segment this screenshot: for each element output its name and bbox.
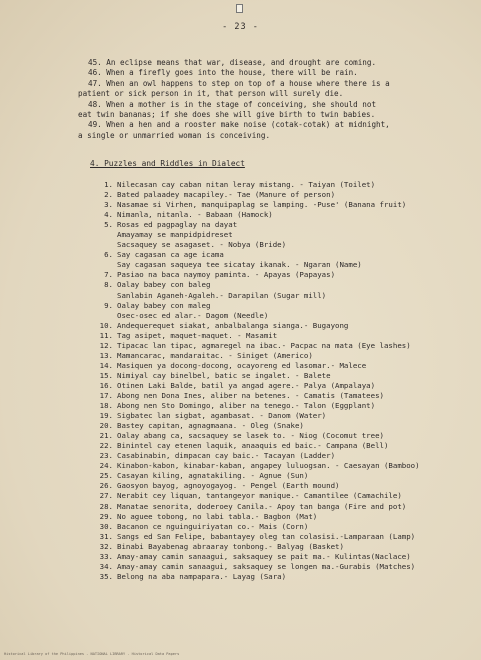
riddle-line (96, 301, 466, 311)
riddle-line (96, 351, 466, 361)
riddle-number: 17. (99, 390, 113, 400)
riddle-line (96, 230, 466, 240)
riddle-line (96, 331, 466, 341)
riddle-text: Masiquen ya docong-docong, ocayoreng ed lasomar.- Malece (117, 360, 367, 370)
riddle-number: 33. (99, 551, 113, 561)
riddle-line (96, 532, 466, 542)
riddle-number: 29. (99, 511, 113, 521)
belief-line: eat twin bananas; if she does she will give birth to twin babies. (78, 109, 376, 119)
riddle-line (96, 491, 466, 501)
belief-line: 47. When an owl happens to step on top of a house where there is a (88, 78, 390, 88)
riddle-text: No aguee tobong, no labi tabla.- Bagbon (Mat) (117, 511, 318, 521)
riddle-line (96, 401, 466, 411)
riddle-text: Mamancarac, mandaraitac. - Siniget (Americo) (117, 350, 313, 360)
riddle-line (96, 240, 466, 250)
riddle-number: 11. (99, 330, 113, 340)
riddle-number: 16. (99, 380, 113, 390)
riddle-text: Sacsaquey se asagaset. - Nobya (Bride) (117, 240, 287, 250)
riddle-text: Binabi Bayabenag abraaray tonbong.- Balyag (Basket) (117, 541, 344, 551)
beliefs-section (78, 58, 460, 141)
riddle-line (96, 220, 466, 230)
riddle-number: 24. (99, 461, 113, 471)
riddle-number: 32. (99, 541, 113, 551)
riddle-number: 10. (99, 320, 113, 330)
riddle-number: 6. (104, 250, 113, 260)
staple-mark (236, 4, 243, 13)
riddle-number: 13. (99, 350, 113, 360)
riddle-number: 2. (104, 190, 113, 200)
riddle-number: 28. (99, 501, 113, 511)
riddle-text: Oalay babey con maleg (117, 300, 211, 310)
riddles-list (96, 180, 466, 582)
riddle-line (96, 461, 466, 471)
riddle-text: Nimiyal cay binelbel, batic se ingalet. - Balete (117, 370, 331, 380)
riddle-text: Casayan kiling, agnatakiling. - Agnue (Sun) (117, 471, 309, 481)
riddle-number: 30. (99, 521, 113, 531)
riddle-line (96, 542, 466, 552)
belief-line: 48. When a mother is in the stage of conceiving, she should not (88, 99, 377, 109)
riddle-text: Amay-amay camin sanaagui, saksaquey se pait ma.- Kulintas(Naclace) (117, 551, 411, 561)
riddle-text: Sanlabin Aganeh-Agaleh.- Darapilan (Sugar mill) (117, 290, 327, 300)
riddle-number: 14. (99, 360, 113, 370)
riddle-line (96, 200, 466, 210)
riddle-line (96, 291, 466, 301)
riddle-text: Say cagasan saqueya tee sicatay ikanak. - Ngaran (Name) (117, 260, 362, 270)
riddle-text: Gaosyon bayog, agnoyogayog. - Pengel (Earth mound) (117, 481, 340, 491)
section-title: 4. Puzzles and Riddles in Dialect (90, 159, 245, 168)
riddle-text: Amayamay se manpidpidreset (117, 230, 233, 240)
riddle-line (96, 441, 466, 451)
riddle-line (96, 270, 466, 280)
riddle-text: Bacanon ce nguinguiriyatan co.- Mais (Corn) (117, 521, 309, 531)
riddle-text: Abong nen Sto Domingo, aliber na tenego.- Talon (Eggplant) (117, 401, 376, 411)
riddle-number: 18. (99, 401, 113, 411)
riddle-text: Nilecasan cay caban nitan leray mistang. - Taiyan (Toilet) (117, 180, 376, 189)
riddle-number: 35. (99, 571, 113, 581)
riddle-text: Manatae senorita, doderoey Canila.- Apoy tan banga (Fire and pot) (117, 501, 407, 511)
riddle-text: Say cagasan ca age icama (117, 250, 224, 260)
riddle-text: Kinabon-kabon, kinabar-kaban, angapey luluogsan. - Caesayan (Bamboo) (117, 461, 420, 471)
riddle-text: Abong nen Dona Ines, aliber na betenes. - Camatis (Tamatees) (117, 390, 384, 400)
riddle-line (96, 562, 466, 572)
riddle-line (96, 190, 466, 200)
riddle-number: 22. (99, 441, 113, 451)
riddle-text: Casabinabin, dimpacan cay baic.- Tacayan (Ladder) (117, 451, 336, 461)
riddle-text: Nerabit cey liquan, tantangeyor manique.- Camantilee (Camachile) (117, 491, 402, 501)
riddle-line (96, 391, 466, 401)
riddle-text: Pasiao na baca naymoy paminta. - Apayas (Papayas) (117, 270, 336, 280)
riddle-number: 3. (104, 200, 113, 210)
riddle-number: 1. (104, 180, 113, 189)
riddle-line (96, 280, 466, 290)
riddle-text: Rosas ed pagpaglay na dayat (117, 220, 238, 230)
riddle-text: Osec-osec ed alar.- Dagom (Needle) (117, 310, 269, 320)
riddle-number: 7. (104, 270, 113, 280)
riddle-text: Binintel cay etenen laquik, anaaquis ed baic.- Campana (Bell) (117, 441, 389, 451)
riddle-number: 25. (99, 471, 113, 481)
riddle-line (96, 311, 466, 321)
riddle-text: Oalay babey con baleg (117, 280, 211, 290)
riddle-line (96, 321, 466, 331)
riddle-text: Sangs ed San Felipe, babantayey oleg tan colasisi.-Lamparaan (Lamp) (117, 531, 416, 541)
riddle-number: 27. (99, 491, 113, 501)
riddle-text: Tag asipet, maquet-maquet. - Masamit (117, 330, 278, 340)
riddle-number: 31. (99, 531, 113, 541)
riddle-number: 21. (99, 431, 113, 441)
riddle-number: 23. (99, 451, 113, 461)
riddle-number: 15. (99, 370, 113, 380)
riddle-text: Nimanla, nitanla. - Babaan (Hamock) (117, 210, 273, 220)
belief-line: 46. When a firefly goes into the house, there will be rain. (88, 68, 358, 78)
riddle-text: Tipacac lan tipac, agmaregel na ibac.- Pacpac na mata (Eye lashes) (117, 340, 411, 350)
belief-line: a single or unmarried woman is conceiving. (78, 130, 271, 140)
riddle-number: 9. (104, 300, 113, 310)
riddle-line (96, 180, 466, 190)
riddle-line (96, 421, 466, 431)
riddle-text: Amay-amay camin sanaagui, saksaquey se longen ma.-Gurabis (Matches) (117, 561, 416, 571)
riddle-line (96, 371, 466, 381)
riddle-number: 19. (99, 411, 113, 421)
riddle-text: Sigbatec lan sigbat, agambasat. - Danom (Water) (117, 411, 327, 421)
riddle-line (96, 431, 466, 441)
riddle-line (96, 572, 466, 582)
riddle-line (96, 481, 466, 491)
riddle-text: Bated palaadey macapiley.- Tae (Manure of person) (117, 190, 336, 200)
riddle-number: 34. (99, 561, 113, 571)
riddle-text: Andequerequet siakat, anbalbalanga sianga.- Bugayong (117, 320, 349, 330)
riddle-number: 8. (104, 280, 113, 290)
page-number: - 23 - (222, 22, 259, 32)
riddle-line (96, 512, 466, 522)
riddle-line (96, 471, 466, 481)
riddle-text: Bastey capitan, agnagmaana. - Oleg (Snake) (117, 421, 304, 431)
footer-credit: Historical Library of the Philippines - NATIONAL LIBRARY - Historical Data Papers (4, 652, 180, 656)
riddle-number: 4. (104, 210, 113, 220)
belief-line: patient or sick person in it, that person will surely die. (78, 89, 344, 99)
riddle-line (96, 210, 466, 220)
riddle-number: 5. (104, 220, 113, 230)
riddle-number: 12. (99, 340, 113, 350)
riddle-line (96, 341, 466, 351)
riddle-line (96, 250, 466, 260)
riddle-line (96, 260, 466, 270)
riddle-line (96, 361, 466, 371)
riddle-line (96, 411, 466, 421)
riddle-text: Nasamae si Virhen, manquipaplag se lamping. -Puse' (Banana fruit) (117, 200, 407, 210)
belief-line: 49. When a hen and a rooster make noise (cotak-cotak) at midnight, (88, 120, 390, 130)
riddle-text: Otinen Laki Balde, batil ya angad agere.- Palya (Ampalaya) (117, 380, 376, 390)
riddle-line (96, 381, 466, 391)
belief-line: 45. An eclipse means that war, disease, and drought are coming. (88, 58, 377, 67)
riddle-line (96, 502, 466, 512)
riddle-line (96, 552, 466, 562)
riddle-number: 20. (99, 421, 113, 431)
riddle-number: 26. (99, 481, 113, 491)
riddle-text: Belong na aba nampapara.- Layag (Sara) (117, 571, 287, 581)
riddle-line (96, 522, 466, 532)
riddle-line (96, 451, 466, 461)
riddle-text: Oalay abang ca, sacsaquey se lasek to. - Niog (Cocomut tree) (117, 431, 384, 441)
